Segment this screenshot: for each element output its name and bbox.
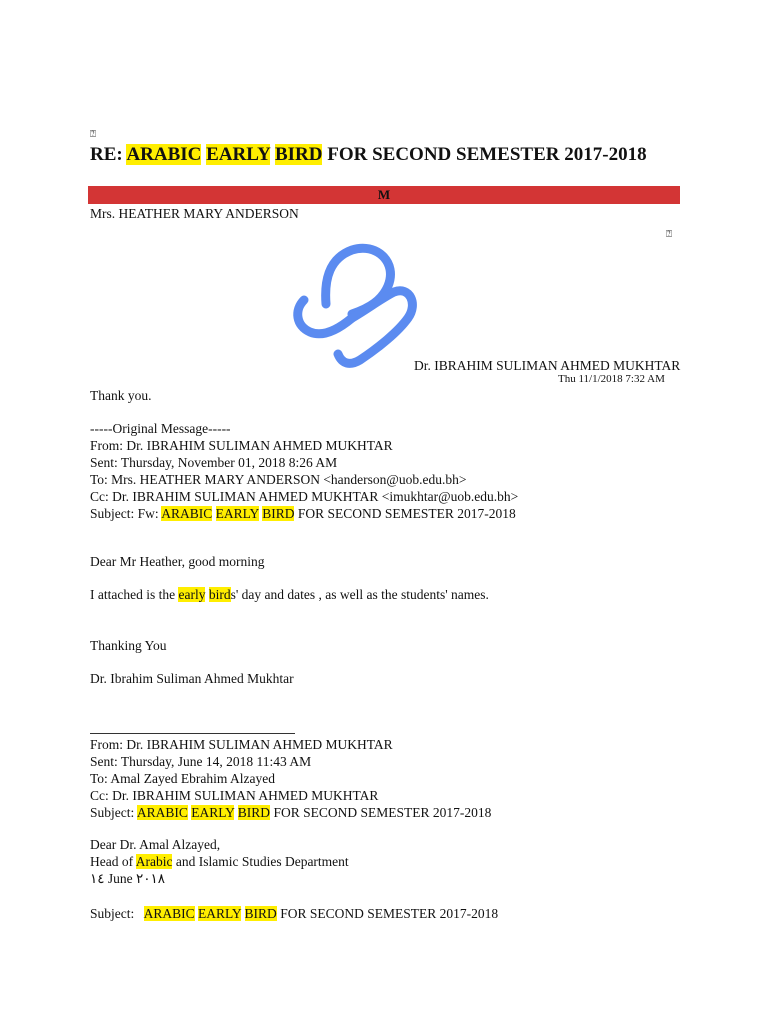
title-suffix: FOR SECOND SEMESTER 2017-2018 bbox=[322, 144, 647, 165]
subject-highlight-arabic: ARABIC bbox=[136, 805, 188, 820]
body-line-prefix: I attached is the bbox=[90, 587, 179, 602]
subject-highlight-bird: BIRD bbox=[237, 805, 271, 820]
subject-highlight-arabic: ARABIC bbox=[161, 506, 213, 521]
original-sent: Sent: Thursday, November 01, 2018 8:26 AM bbox=[90, 455, 338, 470]
title-highlight-bird: BIRD bbox=[274, 144, 323, 165]
body-line-1 bbox=[90, 586, 489, 603]
reply-text: Thank you. bbox=[90, 388, 152, 403]
subject-suffix: FOR SECOND SEMESTER 2017-2018 bbox=[294, 506, 516, 521]
subject-suffix: FOR SECOND SEMESTER 2017-2018 bbox=[270, 805, 492, 820]
letter-header-block bbox=[90, 836, 349, 887]
forwarded-cc: Cc: Dr. IBRAHIM SULIMAN AHMED MUKHTAR bbox=[90, 788, 379, 803]
sender-initial-bar bbox=[88, 186, 680, 204]
title-highlight-early: EARLY bbox=[206, 144, 271, 165]
subject-prefix: Subject: bbox=[90, 906, 144, 921]
letter-date: ١٤ June ٢٠١٨ bbox=[90, 871, 166, 886]
original-from: From: Dr. IBRAHIM SULIMAN AHMED MUKHTAR bbox=[90, 438, 393, 453]
subject-suffix: FOR SECOND SEMESTER 2017-2018 bbox=[276, 906, 499, 921]
missing-glyph-icon: ⍰ bbox=[90, 129, 96, 140]
closing-1: Thanking You bbox=[90, 638, 167, 653]
body-line-suffix: s' day and dates , as well as the students' names. bbox=[230, 587, 489, 602]
greeting-1: Dear Mr Heather, good morning bbox=[90, 554, 265, 569]
original-message-header: -----Original Message----- bbox=[90, 421, 231, 436]
subject-highlight-early: EARLY bbox=[191, 805, 235, 820]
department-line bbox=[90, 853, 349, 870]
original-cc: Cc: Dr. IBRAHIM SULIMAN AHMED MUKHTAR <imukhtar@uob.edu.bh> bbox=[90, 489, 519, 504]
signature-1: Dr. Ibrahim Suliman Ahmed Mukhtar bbox=[90, 671, 294, 686]
department-prefix: Head of bbox=[90, 854, 136, 869]
subject-highlight-early: EARLY bbox=[215, 506, 259, 521]
department-highlight-arabic: Arabic bbox=[135, 854, 173, 869]
sent-timestamp: Thu 11/1/2018 7:32 AM bbox=[558, 373, 665, 385]
subject-prefix: Subject: bbox=[90, 805, 137, 820]
subject-highlight-bird: BIRD bbox=[262, 506, 295, 521]
recipient-name: Mrs. HEATHER MARY ANDERSON bbox=[90, 206, 299, 221]
subject-highlight-bird: BIRD bbox=[244, 906, 277, 921]
sender-name: Dr. IBRAHIM SULIMAN AHMED MUKHTAR bbox=[414, 358, 681, 373]
letter-subject bbox=[90, 905, 498, 922]
subject-highlight-arabic: ARABIC bbox=[143, 906, 195, 921]
subject-prefix: Subject: Fw: bbox=[90, 506, 162, 521]
sender-initial: M bbox=[377, 187, 391, 202]
forwarded-sent: Sent: Thursday, June 14, 2018 11:43 AM bbox=[90, 754, 312, 769]
original-to: To: Mrs. HEATHER MARY ANDERSON <handerson@uob.edu.bh> bbox=[90, 472, 467, 487]
forwarded-header-block bbox=[90, 736, 491, 821]
missing-glyph-icon: ⍰ bbox=[666, 229, 672, 240]
title-highlight-arabic: ARABIC bbox=[126, 144, 202, 165]
original-message-header-block bbox=[90, 420, 518, 522]
subject-highlight-early: EARLY bbox=[198, 906, 242, 921]
message-separator bbox=[90, 733, 295, 734]
original-subject bbox=[90, 505, 518, 522]
department-suffix: and Islamic Studies Department bbox=[172, 854, 349, 869]
body-highlight-bird: bird bbox=[208, 587, 231, 602]
body-highlight-early: early bbox=[178, 587, 206, 602]
greeting-2: Dear Dr. Amal Alzayed, bbox=[90, 837, 221, 852]
forwarded-subject bbox=[90, 804, 491, 821]
email-subject-title bbox=[90, 143, 647, 167]
title-prefix: RE: bbox=[90, 144, 127, 165]
forwarded-to: To: Amal Zayed Ebrahim Alzayed bbox=[90, 771, 275, 786]
heart-check-logo-icon bbox=[290, 238, 420, 374]
forwarded-from: From: Dr. IBRAHIM SULIMAN AHMED MUKHTAR bbox=[90, 737, 393, 752]
